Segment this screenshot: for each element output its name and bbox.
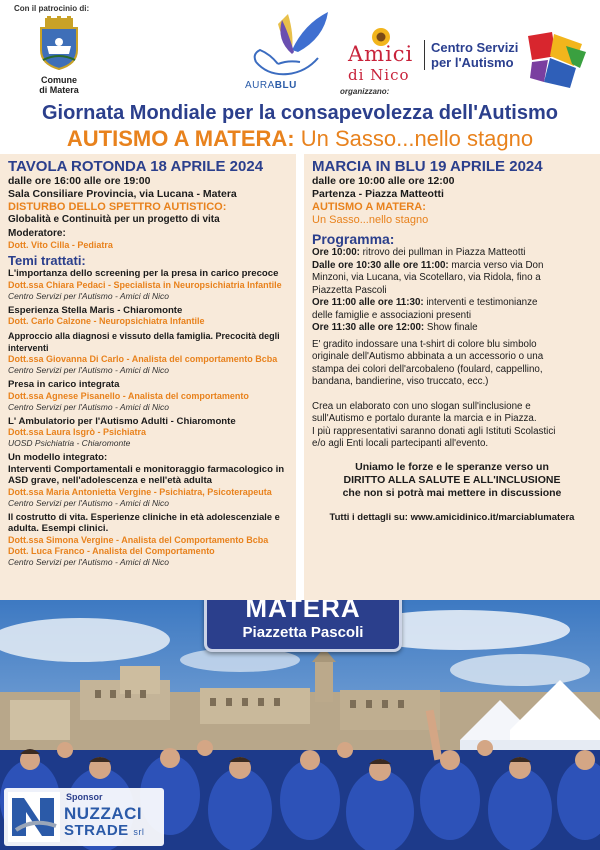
program-text: Minzoni, via Lucana, via Scotellaro, via Ridola, fino a <box>312 272 541 283</box>
program-item <box>312 285 592 298</box>
talk-org: UOSD Psichiatria - Chiaromonte <box>8 438 131 448</box>
tavola-venue: Sala Consiliare Provincia, via Lucana - Matera <box>8 188 237 200</box>
program-time: Ore 10:00: <box>312 247 360 258</box>
talk-title-cont: ASD grave, nell'adolescenza e nell'età adulta <box>8 475 212 486</box>
program-text: Show finale <box>424 322 478 333</box>
program-text: marcia verso via Don <box>448 259 544 271</box>
amici-di-nico-logo <box>348 30 418 85</box>
tavola-heading: TAVOLA ROTONDA 18 APRILE 2024 <box>8 158 264 175</box>
program-text: interventi e testimonianze <box>423 297 538 308</box>
puzzle-logo-icon <box>526 30 588 92</box>
moderator-name: Dott. Vito Cilla - Pediatra <box>8 240 113 250</box>
talk-item <box>8 268 288 301</box>
moderator-label: Moderatore: <box>8 228 66 239</box>
program-item <box>312 310 592 323</box>
program-item <box>312 297 592 310</box>
program-item <box>312 247 592 260</box>
program-item <box>312 322 592 335</box>
nuzzaci-logo-icon <box>8 792 60 842</box>
program-time: Ore 11:30 alle ore 12:00: <box>312 322 425 333</box>
centro-line2: per l'Autismo <box>431 55 514 70</box>
amici-word: Amici <box>348 42 414 66</box>
talk-item <box>8 452 288 508</box>
subtitle-rest: Un Sasso...nello stagno <box>294 126 534 151</box>
program-text: delle famiglie e associazioni presenti <box>312 309 472 321</box>
program-list <box>312 247 592 335</box>
aurablu-word1: AURA <box>245 80 275 91</box>
centro-line1: Centro Servizi <box>431 40 519 55</box>
talk-speaker: Dott. Carlo Calzone - Neuropsichiatra Infantile <box>8 316 205 326</box>
tavola-topic-line1: DISTURBO DELLO SPETTRO AUTISTICO: <box>8 201 227 213</box>
talk-speaker: Dott. Luca Franco - Analista del Comportamento <box>8 545 215 556</box>
talk-title: Approccio alla diagnosi e vissuto della famiglia. Precocità degli interventi <box>8 331 280 353</box>
callout-block: Uniamo le forze e le speranze verso un DIRITTO ALLA SALUTE E ALL'INCLUSIONE che non si potrà mai mettere in discussione <box>342 460 562 499</box>
marcia-in-blu-panel <box>304 154 600 600</box>
marcia-tag-line1: AUTISMO A MATERA: <box>312 201 426 213</box>
patronage-block <box>14 4 104 95</box>
patronage-label: Con il patrocinio di: <box>14 4 90 13</box>
header <box>0 0 600 100</box>
slogan-paragraph: Crea un elaborato con uno slogan sull'inclusione e sull'Autismo e portalo durante la marcia e in Piazza. I più rappresentativi saranno donati agli Istituti Scolastici e/o agli Enti locali partecipanti all'evento. <box>312 400 556 449</box>
program-text: ritrovo dei pullman in Piazza Matteotti <box>359 247 526 258</box>
subtitle-bold: AUTISMO A MATERA: <box>66 126 295 151</box>
talk-title: Presa in carico integrata <box>8 379 120 390</box>
sponsor-name: STRADE <box>64 822 129 839</box>
talk-org: Centro Servizi per l'Autismo - Amici di Nico <box>8 556 169 567</box>
location-badge <box>204 600 402 652</box>
event-main-title: Giornata Mondiale per la consapevolezza dell'Autismo <box>42 102 558 124</box>
talk-speaker: Dott.ssa Laura Isgrò - Psichiatra <box>8 427 147 437</box>
centro-servizi-label <box>424 40 518 70</box>
tavola-time: dalle ore 16:00 alle ore 19:00 <box>8 175 151 187</box>
marcia-tag-line2: Un Sasso...nello stagno <box>312 214 429 226</box>
sponsor-box <box>4 788 164 846</box>
aurablu-wordmark <box>245 80 297 91</box>
marcia-heading: MARCIA IN BLU 19 APRILE 2024 <box>312 158 543 175</box>
talk-item <box>8 416 288 449</box>
talk-item <box>8 379 288 412</box>
tavola-rotonda-panel <box>0 154 296 600</box>
talk-title: L'importanza dello screening per la presa in carico precoce <box>8 268 279 279</box>
talk-title: Un modello integrato: <box>8 452 108 463</box>
talk-speaker: Dott.ssa Chiara Pedaci - Specialista in Neuropsichiatria Infantile <box>8 279 282 290</box>
sponsor-name-line2 <box>64 822 144 839</box>
talk-title-cont: Interventi Comportamentali e monitoraggio farmacologico in <box>8 463 285 475</box>
program-text: Piazzetta Pascoli <box>312 284 387 296</box>
program-item <box>312 272 592 285</box>
talk-title: Il costrutto di vita. Esperienze cliniche in età adolescenziale e <box>8 511 280 522</box>
talk-title-cont: adulta. Esempi clinici. <box>8 523 109 534</box>
badge-city: MATERA <box>245 600 361 623</box>
topics-heading: Temi trattati: <box>8 253 86 268</box>
comune-name-line2: di Matera <box>39 85 79 95</box>
talk-speaker: Dott.ssa Agnese Pisanello - Analista del comportamento <box>8 390 249 401</box>
talk-speaker: Dott.ssa Maria Antonietta Vergine - Psichiatra, Psicoterapeuta <box>8 486 272 497</box>
aurablu-word2: BLU <box>274 80 297 91</box>
marcia-start: Partenza - Piazza Matteotti <box>312 188 444 200</box>
talk-title: Esperienza Stella Maris - Chiaromonte <box>8 304 183 316</box>
matera-photo <box>0 600 600 850</box>
event-subtitle <box>0 126 600 152</box>
program-heading: Programma: <box>312 231 395 247</box>
sponsor-label: Sponsor <box>66 792 103 802</box>
talk-item <box>8 305 288 328</box>
comune-name-line1: Comune <box>41 75 77 85</box>
details-line <box>312 512 592 524</box>
marcia-time: dalle ore 10:00 alle ore 12:00 <box>312 175 455 187</box>
talk-org: Centro Servizi per l'Autismo - Amici di Nico <box>8 401 169 412</box>
sponsor-suffix: srl <box>133 827 145 837</box>
badge-place: Piazzetta Pascoli <box>242 624 364 641</box>
talk-title: L' Ambulatorio per l'Autismo Adulti - Chiaromonte <box>8 415 236 427</box>
talk-org: Centro Servizi per l'Autismo - Amici di Nico <box>8 497 169 508</box>
program-item <box>312 260 592 273</box>
comune-crest-icon <box>37 16 81 70</box>
talk-item <box>8 512 288 567</box>
dinico-word: di Nico <box>348 66 410 84</box>
details-label: Tutti i dettagli su: <box>329 511 408 523</box>
tavola-topic-line2: Globalità e Continuità per un progetto di vita <box>8 214 220 225</box>
details-url[interactable]: www.amicidinico.it/marciablumatera <box>410 511 575 523</box>
talk-speaker: Dott.ssa Simona Vergine - Analista del Comportamento Bcba <box>8 534 269 545</box>
program-time: Dalle ore 10:30 alle ore 11:00: <box>312 259 449 271</box>
sponsor-name-line1: NUZZACI <box>64 804 143 823</box>
talk-org: Centro Servizi per l'Autismo - Amici di Nico <box>8 365 169 375</box>
program-time: Ore 11:00 alle ore 11:30: <box>312 297 424 308</box>
talk-org: Centro Servizi per l'Autismo - Amici di Nico <box>8 290 169 301</box>
organizers-label: organizzano: <box>340 87 390 96</box>
talk-speaker: Dott.ssa Giovanna Di Carlo - Analista del comportamento Bcba <box>8 354 278 364</box>
talk-item <box>8 331 288 375</box>
dress-code-paragraph: E' gradito indossare una t-shirt di colore blu simbolo originale dell'Autismo abbinata a un accessorio o una stampa dei colori dell'arcobaleno (foulard, cappellino, bandana, bandierine, viso truccato, ecc.) <box>312 338 544 387</box>
